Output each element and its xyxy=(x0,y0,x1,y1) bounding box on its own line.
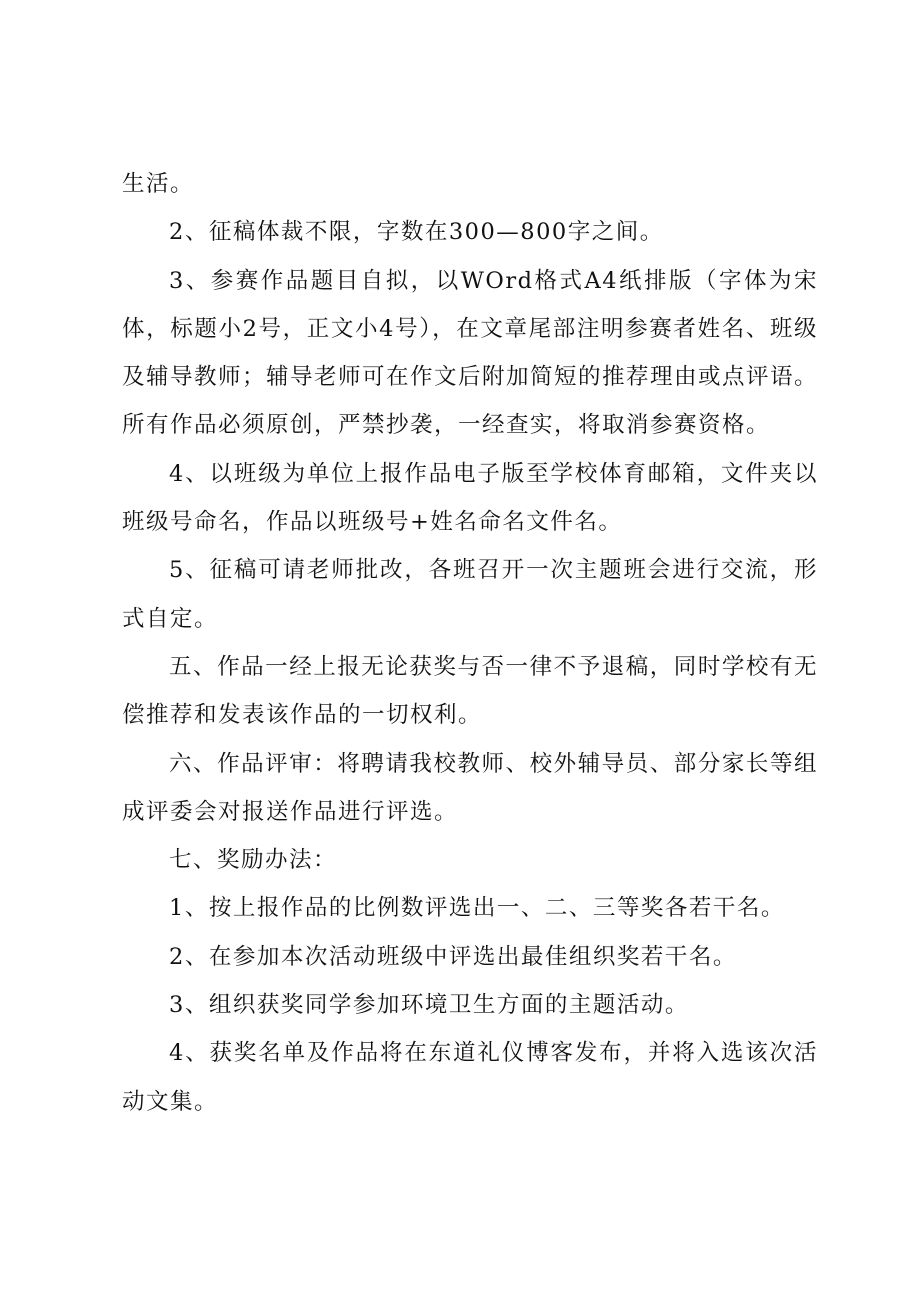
paragraph-award-4: 4、获奖名单及作品将在东道礼仪博客发布，并将入选该次活动文集。 xyxy=(122,1040,818,1115)
paragraph-continuation: 生活。 xyxy=(122,171,195,197)
document-page xyxy=(122,160,818,1126)
paragraph-award-1: 1、按上报作品的比例数评选出一、二、三等奖各若干名。 xyxy=(169,895,785,922)
paragraph-item-4-submission: 4、以班级为单位上报作品电子版至学校体育邮箱，文件夹以班级号命名，作品以班级号+姓名命名文件名。 xyxy=(122,460,818,536)
paragraph-section-5-rights: 五、作品一经上报无论获奖与否一律不予退稿，同时学校有无偿推荐和发表该作品的一切权利。 xyxy=(122,653,818,729)
paragraph-section-7-heading: 七、奖励办法： xyxy=(169,847,338,874)
paragraph-award-3: 3、组织获奖同学参加环境卫生方面的主题活动。 xyxy=(169,992,689,1019)
paragraph-award-2: 2、在参加本次活动班级中评选出最佳组织奖若干名。 xyxy=(169,943,737,970)
paragraph-section-6-judging: 六、作品评审：将聘请我校教师、校外辅导员、部分家长等组成评委会对报送作品进行评选。 xyxy=(122,750,818,825)
paragraph-item-5-review: 5、征稿可请老师批改，各班召开一次主题班会进行交流，形式自定。 xyxy=(122,557,818,632)
paragraph-item-2-genre: 2、征稿体裁不限，字数在300—800字之间。 xyxy=(169,219,664,246)
paragraph-item-3-format: 3、参赛作品题目自拟，以WOrd格式A4纸排版（字体为宋体，标题小2号，正文小4号），在文章尾部注明参赛者姓名、班级及辅导教师；辅导老师可在作文后附加简短的推荐理由或点评语。所有作品必须原创，严禁抄袭，一经查实，将取消参赛资格。 xyxy=(122,267,819,439)
